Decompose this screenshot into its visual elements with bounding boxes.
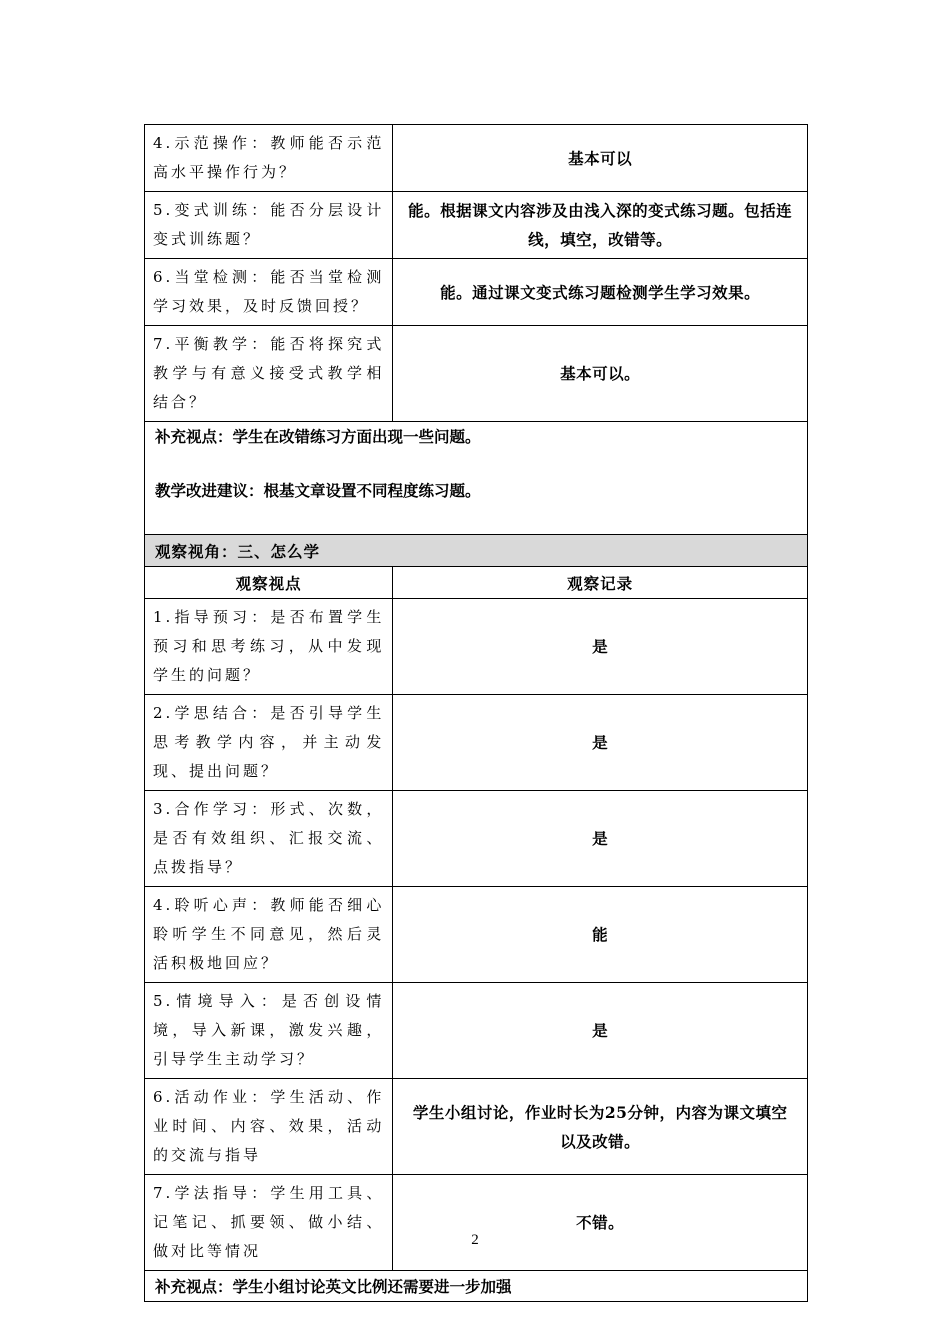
table-row: [145, 695, 808, 791]
supplement-viewpoint: 补充视点：学生小组讨论英文比例还需要进一步加强: [145, 1271, 808, 1302]
viewpoint-cell: 7.学法指导：学生用工具、记笔记、抓要领、做小结、做对比等情况: [145, 1175, 393, 1271]
viewpoint-cell: 2.学思结合：是否引导学生思考教学内容，并主动发现、提出问题？: [145, 695, 393, 791]
improvement-suggestion: 教学改进建议：根基文章设置不同程度练习题。: [155, 481, 481, 500]
table-row: [145, 983, 808, 1079]
header-row: [145, 567, 808, 599]
supplement-viewpoint: 补充视点：学生在改错练习方面出现一些问题。: [155, 427, 481, 446]
table-row: [145, 1175, 808, 1271]
viewpoint-cell: 6.当堂检测：能否当堂检测学习效果，及时反馈回授？: [145, 259, 393, 326]
table-row: [145, 599, 808, 695]
section-title: 观察视角：三、怎么学: [145, 535, 808, 567]
viewpoint-cell: 5.情境导入：是否创设情境，导入新课，激发兴趣，引导学生主动学习？: [145, 983, 393, 1079]
supplement-cell: [145, 422, 808, 535]
record-cell: 是: [393, 791, 808, 887]
record-cell: 基本可以。: [393, 326, 808, 422]
record-cell: 能。根据课文内容涉及由浅入深的变式练习题。包括连线，填空，改错等。: [393, 192, 808, 259]
record-cell: 是: [393, 695, 808, 791]
table-row: [145, 791, 808, 887]
record-cell: 基本可以: [393, 125, 808, 192]
table-row: [145, 259, 808, 326]
viewpoint-cell: 4.示范操作：教师能否示范高水平操作行为？: [145, 125, 393, 192]
viewpoint-cell: 4.聆听心声：教师能否细心聆听学生不同意见，然后灵活积极地回应？: [145, 887, 393, 983]
record-cell: 能: [393, 887, 808, 983]
observation-table: [144, 124, 808, 1302]
supplement-row: [145, 422, 808, 535]
record-cell: 不错。: [393, 1175, 808, 1271]
header-record: 观察记录: [393, 567, 808, 599]
table-row: [145, 326, 808, 422]
viewpoint-cell: 7.平衡教学：能否将探究式教学与有意义接受式教学相结合？: [145, 326, 393, 422]
viewpoint-cell: 3.合作学习：形式、次数，是否有效组织、汇报交流、点拨指导？: [145, 791, 393, 887]
header-viewpoint: 观察视点: [145, 567, 393, 599]
record-cell: 能。通过课文变式练习题检测学生学习效果。: [393, 259, 808, 326]
viewpoint-cell: 1.指导预习：是否布置学生预习和思考练习，从中发现学生的问题？: [145, 599, 393, 695]
table-row: [145, 125, 808, 192]
viewpoint-cell: 5.变式训练：能否分层设计变式训练题？: [145, 192, 393, 259]
supplement-row: [145, 1271, 808, 1302]
page-number: 2: [471, 1232, 479, 1248]
viewpoint-cell: 6.活动作业：学生活动、作业时间、内容、效果，活动的交流与指导: [145, 1079, 393, 1175]
table-row: [145, 887, 808, 983]
table-row: [145, 1079, 808, 1175]
record-cell: 是: [393, 983, 808, 1079]
section-title-row: [145, 535, 808, 567]
record-cell: 是: [393, 599, 808, 695]
table-row: [145, 192, 808, 259]
record-cell: 学生小组讨论，作业时长为25分钟，内容为课文填空以及改错。: [393, 1079, 808, 1175]
